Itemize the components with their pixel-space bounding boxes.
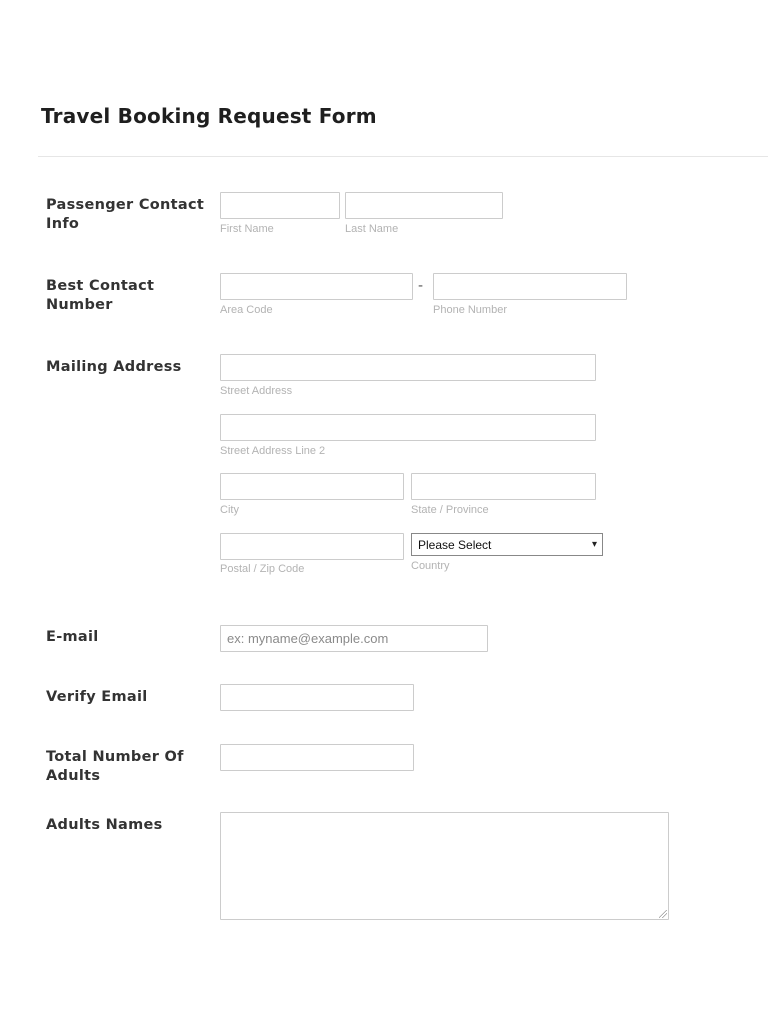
header-divider: [38, 156, 768, 157]
city-sublabel: City: [220, 504, 239, 516]
resize-grip-icon[interactable]: [659, 910, 667, 918]
email-input[interactable]: [220, 625, 488, 652]
total-adults-input[interactable]: [220, 744, 414, 771]
country-sublabel: Country: [411, 560, 450, 572]
phone-number-sublabel: Phone Number: [433, 304, 507, 316]
postal-code-input[interactable]: [220, 533, 404, 560]
street-address-line2-sublabel: Street Address Line 2: [220, 445, 326, 457]
first-name-input[interactable]: [220, 192, 340, 219]
chevron-down-icon: ▾: [591, 539, 597, 550]
area-code-input[interactable]: [220, 273, 413, 300]
country-select[interactable]: [411, 533, 603, 556]
area-code-sublabel: Area Code: [220, 304, 273, 316]
phone-number-input[interactable]: [433, 273, 627, 300]
mailing-address-label: Mailing Address: [46, 359, 182, 375]
adults-names-label: Adults Names: [46, 817, 163, 833]
passenger-contact-label: Passenger Contact Info: [46, 197, 205, 232]
postal-code-sublabel: Postal / Zip Code: [220, 563, 305, 575]
city-input[interactable]: [220, 473, 404, 500]
last-name-sublabel: Last Name: [345, 223, 399, 235]
country-select-value: Please Select: [418, 537, 492, 552]
phone-separator: -: [418, 278, 424, 294]
state-province-input[interactable]: [411, 473, 596, 500]
state-province-sublabel: State / Province: [411, 504, 489, 516]
verify-email-label: Verify Email: [46, 689, 148, 705]
street-address-line2-input[interactable]: [220, 414, 596, 441]
adults-names-textarea[interactable]: [220, 812, 669, 920]
last-name-input[interactable]: [345, 192, 503, 219]
email-label: E-mail: [46, 629, 99, 645]
street-address-sublabel: Street Address: [220, 385, 293, 397]
total-adults-label: Total Number Of Adults: [46, 749, 184, 784]
first-name-sublabel: First Name: [220, 223, 274, 235]
form-title: Travel Booking Request Form: [41, 104, 377, 128]
verify-email-input[interactable]: [220, 684, 414, 711]
street-address-input[interactable]: [220, 354, 596, 381]
contact-number-label: Best Contact Number: [46, 278, 155, 313]
